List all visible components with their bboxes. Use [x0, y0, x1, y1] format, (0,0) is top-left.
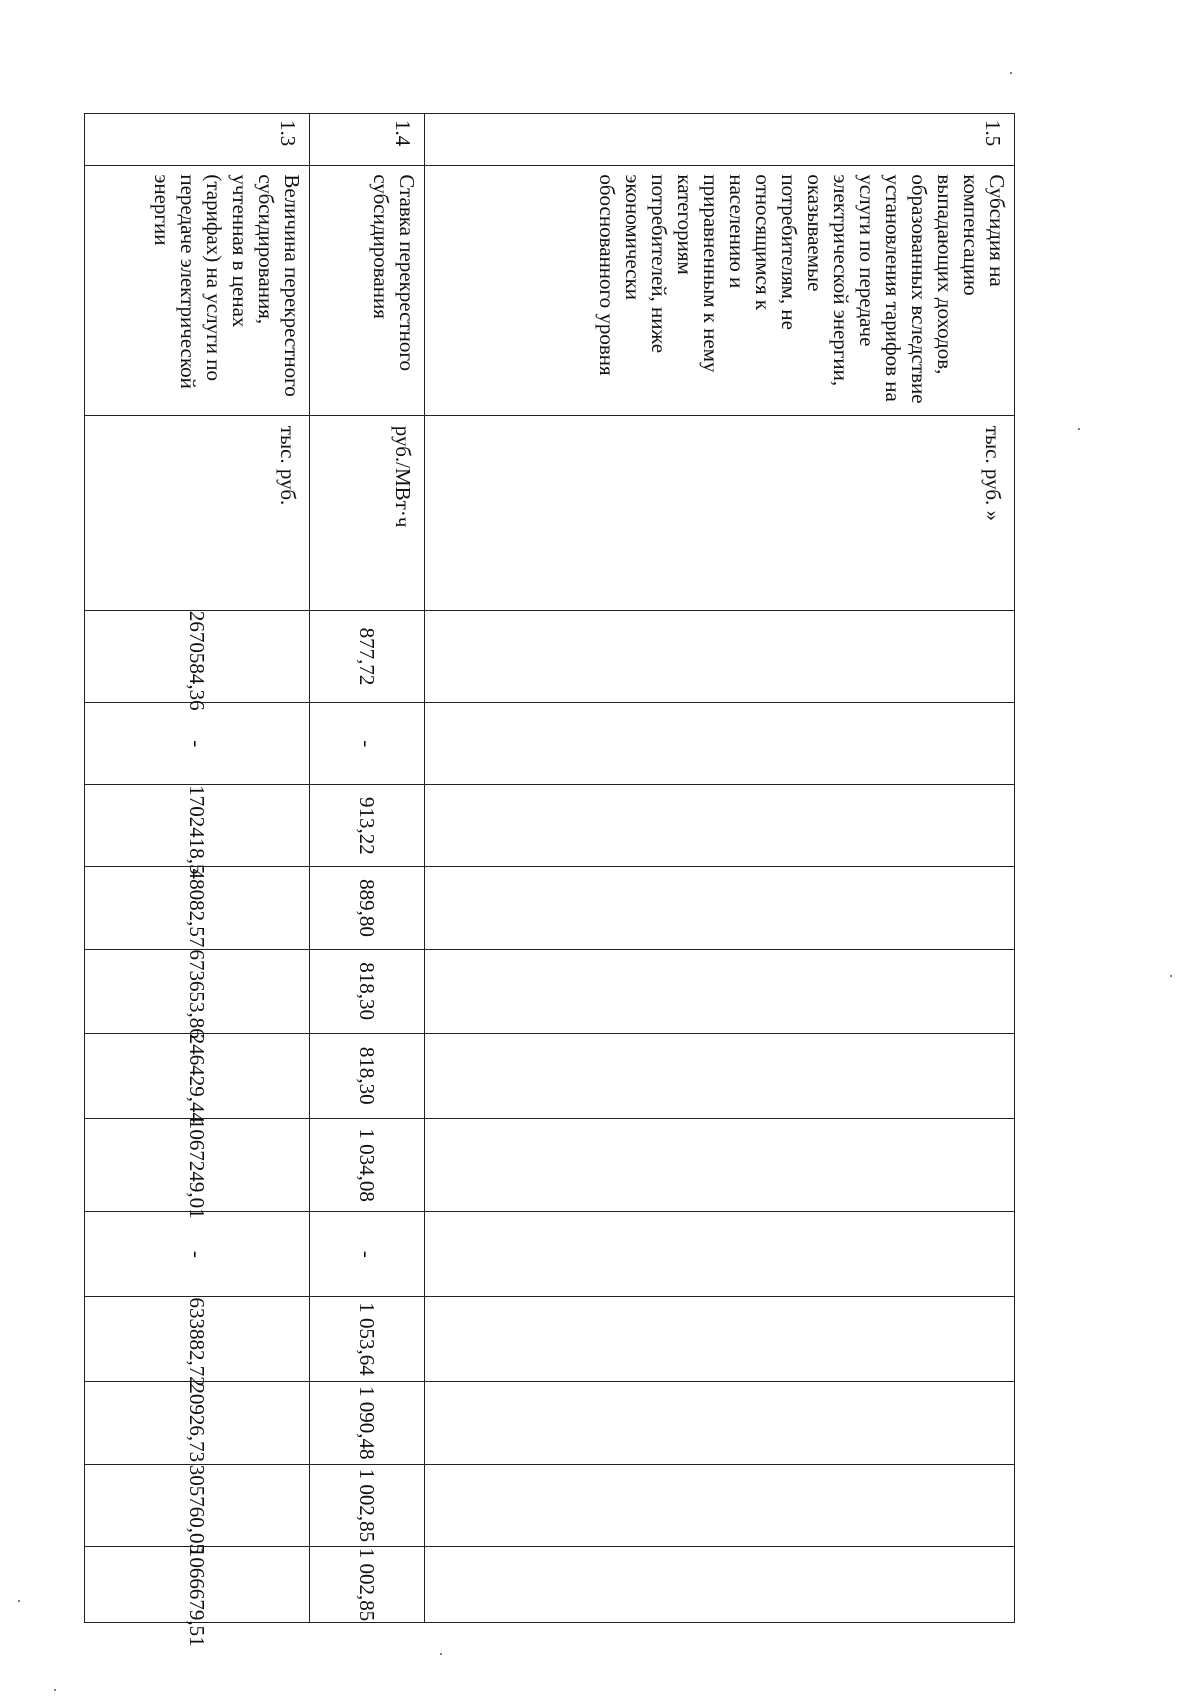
- value-cell: [425, 1464, 1015, 1546]
- value-cell: -: [310, 1212, 425, 1297]
- value-cell: 818,30: [310, 949, 425, 1033]
- value-cell: 1 002,85: [310, 1546, 425, 1622]
- value-cell: 1702418,5: [85, 785, 310, 867]
- value-cell: 1 034,08: [310, 1118, 425, 1211]
- row-index: 1.5: [425, 114, 1015, 166]
- value-cell: [425, 703, 1015, 785]
- value-cell: [425, 949, 1015, 1033]
- value-cell: 913,22: [310, 785, 425, 867]
- value-cell: 48082,57: [85, 867, 310, 949]
- value-cell: 633882,72: [85, 1297, 310, 1381]
- value-cell: [425, 1033, 1015, 1118]
- value-cell: 1067249,01: [85, 1118, 310, 1211]
- row-name: Величина перекрестного субсидирования, учтенная в ценах (тарифах) на услуги по передаче электрической энергии: [85, 166, 310, 415]
- scan-speck: [18, 1600, 20, 1602]
- value-cell: [425, 1212, 1015, 1297]
- scan-speck: [1170, 975, 1172, 977]
- value-cell: [425, 1546, 1015, 1622]
- rotated-table-container: [85, 113, 1015, 1647]
- row-name: Субсидия на компенсацию выпадающих доходов, образованных вследствие установления тарифов на услуги по передаче электрической энергии, оказываемые потребителям, не относящимся к населению и приравненным к нему категориям потребителей, ниже экономически обоснованного уровня: [425, 166, 1015, 415]
- table-row: [85, 114, 310, 1623]
- value-cell: 818,30: [310, 1033, 425, 1118]
- scan-speck: [54, 1689, 56, 1691]
- row-index: 1.3: [85, 114, 310, 166]
- value-cell: 1 053,64: [310, 1297, 425, 1381]
- value-cell: [425, 867, 1015, 949]
- value-cell: -: [85, 703, 310, 785]
- value-cell: 889,80: [310, 867, 425, 949]
- value-cell: 1066679,51: [85, 1546, 310, 1622]
- value-cell: 246429,44: [85, 1033, 310, 1118]
- table-row: [425, 114, 1015, 1623]
- table-row: [310, 114, 425, 1623]
- value-cell: -: [85, 1212, 310, 1297]
- row-unit: тыс. руб. »: [425, 415, 1015, 610]
- row-unit: руб./МВт·ч: [310, 415, 425, 610]
- value-cell: 673653,86: [85, 949, 310, 1033]
- value-cell: 20926,73: [85, 1381, 310, 1464]
- value-cell: [425, 785, 1015, 867]
- value-cell: 877,72: [310, 610, 425, 702]
- value-cell: [425, 1297, 1015, 1381]
- value-cell: [425, 1381, 1015, 1464]
- scan-speck: [1010, 72, 1012, 74]
- value-cell: [425, 610, 1015, 702]
- value-cell: 305760,05: [85, 1464, 310, 1546]
- value-cell: [425, 1118, 1015, 1211]
- scan-speck: [1078, 428, 1080, 430]
- subsidy-table: [84, 113, 1015, 1647]
- row-unit: тыс. руб.: [85, 415, 310, 610]
- value-cell: 1 002,85: [310, 1464, 425, 1546]
- value-cell: 2670584,36: [85, 610, 310, 702]
- value-cell: -: [310, 703, 425, 785]
- row-name: Ставка перекрестного субсидирования: [310, 166, 425, 415]
- scan-speck: [440, 1653, 442, 1655]
- value-cell: 1 090,48: [310, 1381, 425, 1464]
- row-index: 1.4: [310, 114, 425, 166]
